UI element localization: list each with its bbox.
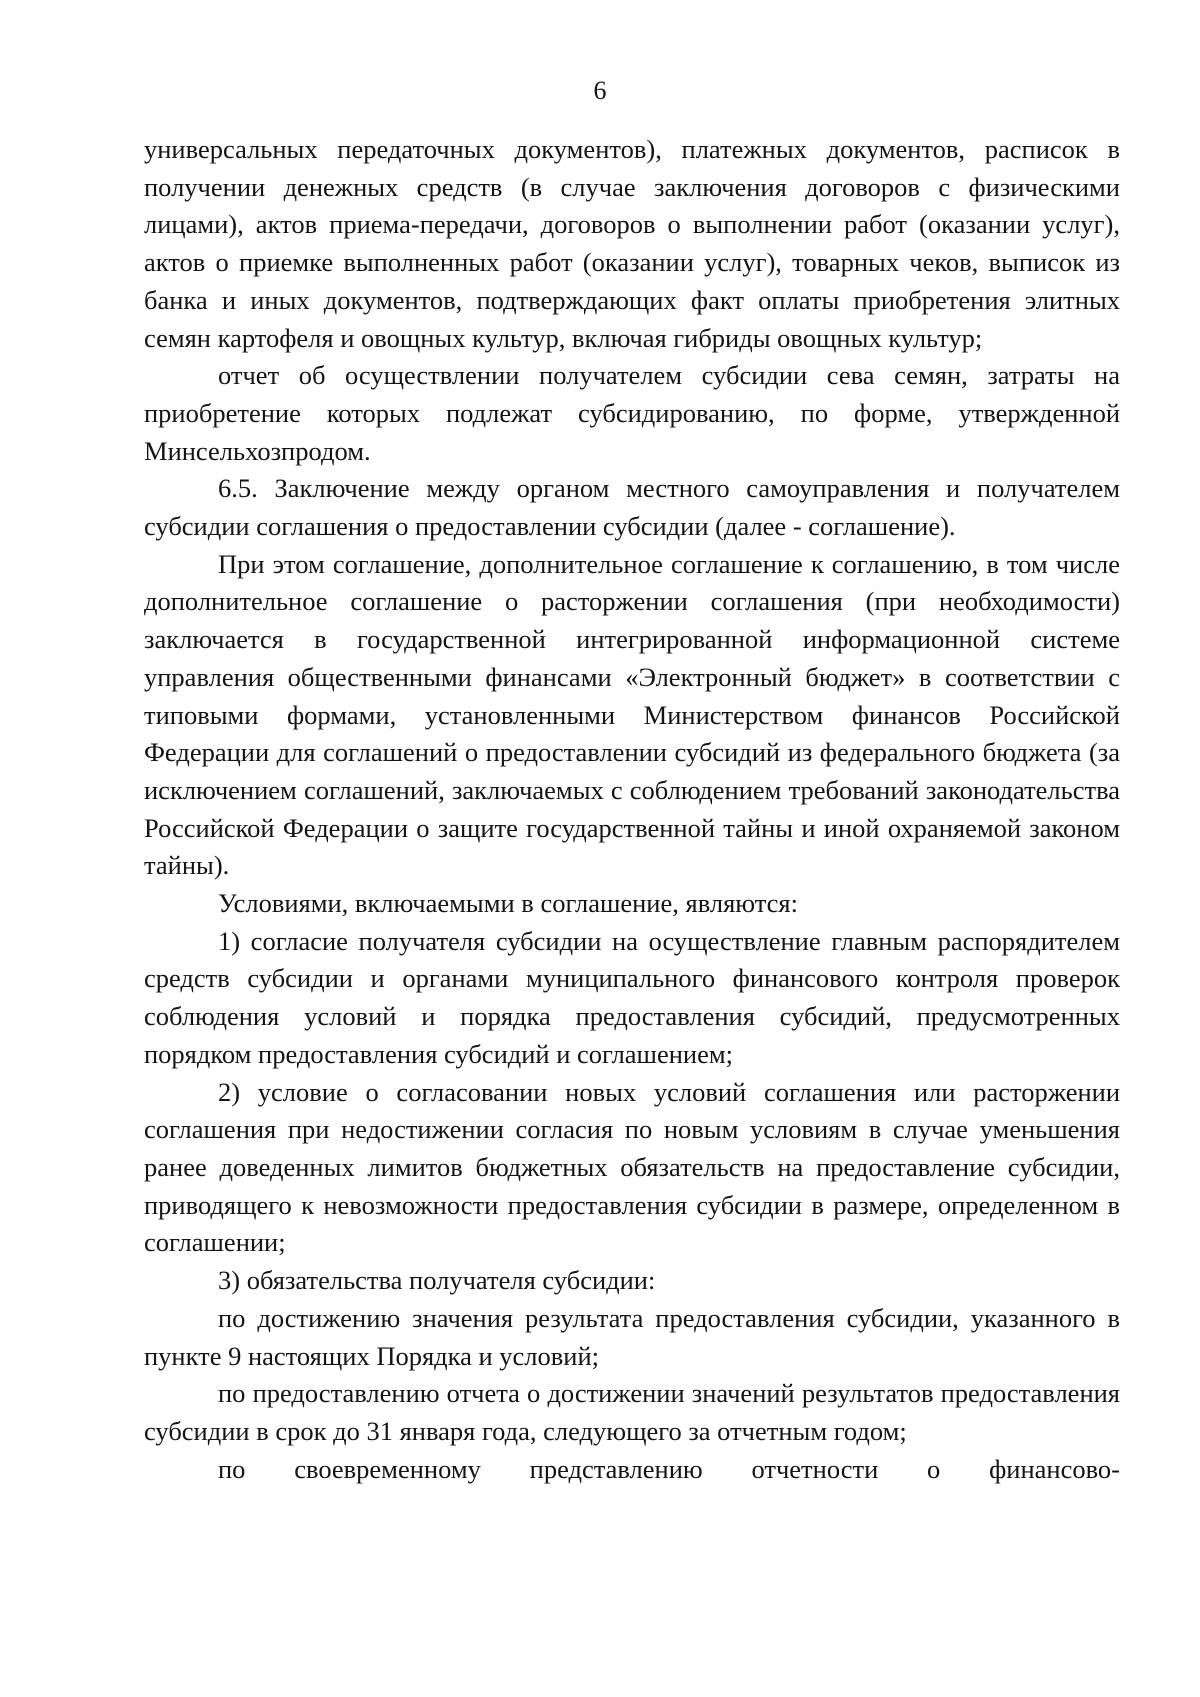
paragraph-obligation-report: по предоставлению отчета о достижении значений результатов предоставления субсидии в срок до 31 января года, следующего за отчетным годом; bbox=[144, 1378, 1120, 1446]
document-body bbox=[144, 131, 1120, 1488]
paragraph-condition-1: 1) согласие получателя субсидии на осуществление главным распорядителем средств субсидии и органами муниципального финансового контроля проверок соблюдения условий и порядка предоставления субсидий, предусмотренных порядком предоставления субсидий и соглашением; bbox=[144, 925, 1120, 1069]
paragraph-obligation-reporting: по своевременному представлению отчетности о финансово- bbox=[218, 1453, 1120, 1484]
page-number: 6 bbox=[593, 76, 607, 105]
paragraph-sowing-report: отчет об осуществлении получателем субсидии сева семян, затраты на приобретение которых подлежат субсидированию, по форме, утвержденной Минсельхозпродом. bbox=[144, 360, 1120, 466]
paragraph-condition-3: 3) обязательства получателя субсидии: bbox=[218, 1265, 656, 1296]
paragraph-documents-list: универсальных передаточных документов), платежных документов, расписок в получении денежных средств (в случае заключения договоров с физическими лицами), актов приема-передачи, договоров о выполнении работ (оказании услуг), актов о приемке выполненных работ (оказании услуг), товарных чеков, выписок из банка и иных документов, подтверждающих факт оплаты приобретения элитных семян картофеля и овощных культур, включая гибриды овощных культур; bbox=[144, 134, 1120, 353]
paragraph-obligation-result: по достижению значения результата предоставления субсидии, указанного в пункте 9 настоящих Порядка и условий; bbox=[144, 1302, 1120, 1371]
paragraph-conditions-heading: Условиями, включаемыми в соглашение, являются: bbox=[218, 888, 798, 919]
paragraph-section-6-5: 6.5. Заключение между органом местного самоуправления и получателем субсидии соглашения о предоставлении субсидии (далее - соглашение). bbox=[144, 473, 1120, 542]
paragraph-electronic-budget: При этом соглашение, дополнительное соглашение к соглашению, в том числе дополнительное соглашение о расторжении соглашения (при необходимости) заключается в государственной интегрированной информационной системе управления общественными финансами «Электронный бюджет» в соответствии с типовыми формами, установленными Министерством финансов Российской Федерации для соглашений о предоставлении субсидий из федерального бюджета (за исключением соглашений, заключаемых с соблюдением требований законодательства Российской Федерации о защите государственной тайны и иной охраняемой законом тайны). bbox=[144, 548, 1120, 881]
paragraph-condition-2: 2) условие о согласовании новых условий соглашения или расторжении соглашения при недостижении согласия по новым условиям в случае уменьшения ранее доведенных лимитов бюджетных обязательств на предоставление субсидии, приводящего к невозможности предоставления субсидии в размере, определенном в соглашении; bbox=[144, 1076, 1120, 1258]
